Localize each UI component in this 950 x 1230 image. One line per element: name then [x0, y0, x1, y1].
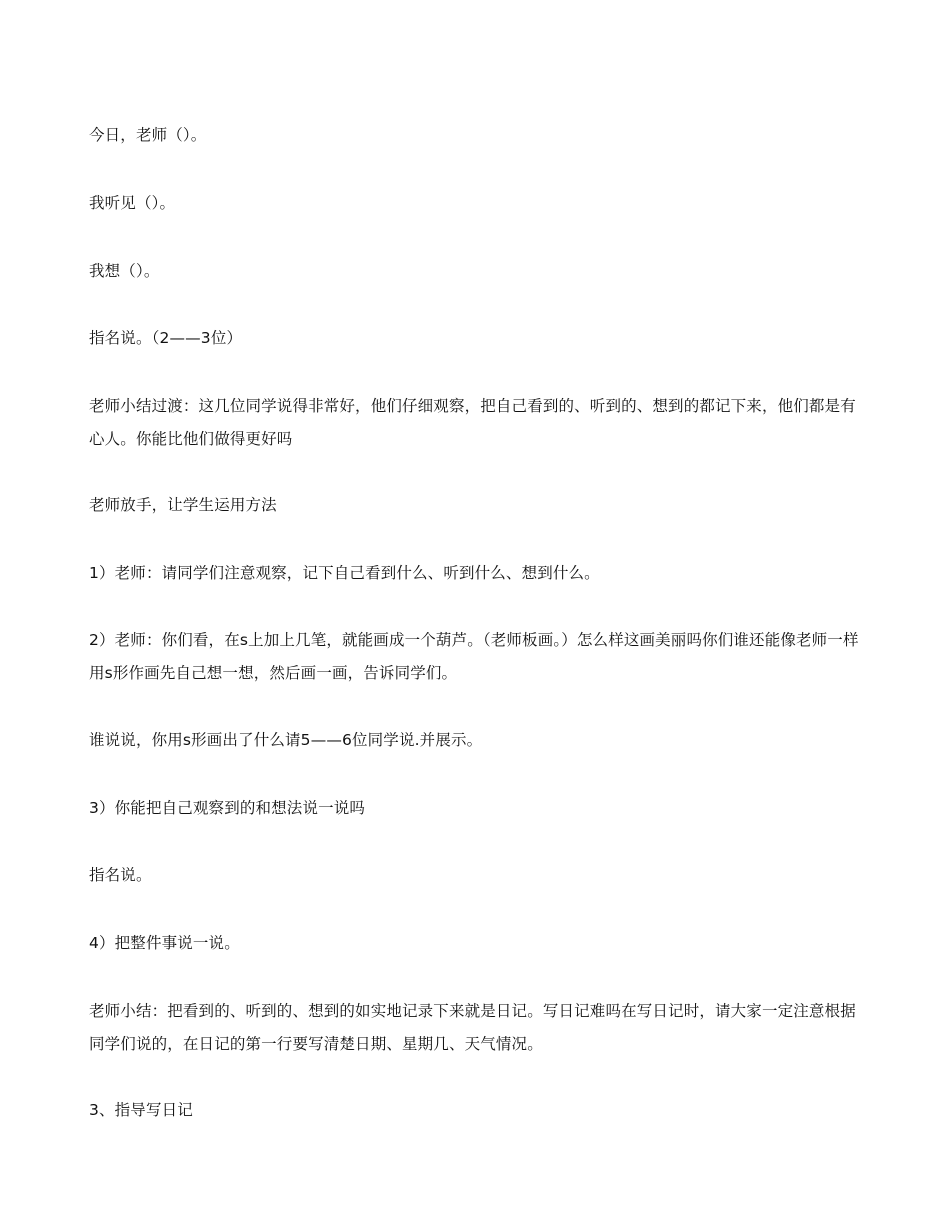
paragraph-1: 今日，老师（）。 [89, 126, 207, 144]
paragraph-12: 4）把整件事说一说。 [89, 934, 240, 952]
paragraph-9: 谁说说，你用s形画出了什么请5——6位同学说.并展示。 [89, 731, 483, 749]
paragraph-13: 老师小结：把看到的、听到的、想到的如实地记录下来就是日记。写日记难吗在写日记时，请大家一定注意根据同学们说的，在日记的第一行要写清楚日期、星期几、天气情况。 [89, 1002, 856, 1053]
paragraph-7: 1）老师：请同学们注意观察，记下自己看到什么、听到什么、想到什么。 [89, 564, 600, 582]
paragraph-4: 指名说。（2——3位） [89, 329, 243, 347]
paragraph-5: 老师小结过渡：这几位同学说得非常好，他们仔细观察，把自己看到的、听到的、想到的都记下来，他们都是有心人。你能比他们做得更好吗 [89, 397, 856, 448]
paragraph-2: 我听见（）。 [89, 194, 176, 212]
paragraph-6: 老师放手，让学生运用方法 [89, 496, 277, 514]
paragraph-11: 指名说。 [89, 866, 152, 884]
paragraph-3: 我想（）。 [89, 262, 160, 280]
paragraph-8: 2）老师：你们看，在s上加上几笔，就能画成一个葫芦。（老师板画。）怎么样这画美丽吗你们谁还能像老师一样用s形作画先自己想一想，然后画一画，告诉同学们。 [89, 631, 859, 682]
paragraph-10: 3）你能把自己观察到的和想法说一说吗 [89, 799, 366, 817]
paragraph-14: 3、指导写日记 [89, 1101, 193, 1119]
